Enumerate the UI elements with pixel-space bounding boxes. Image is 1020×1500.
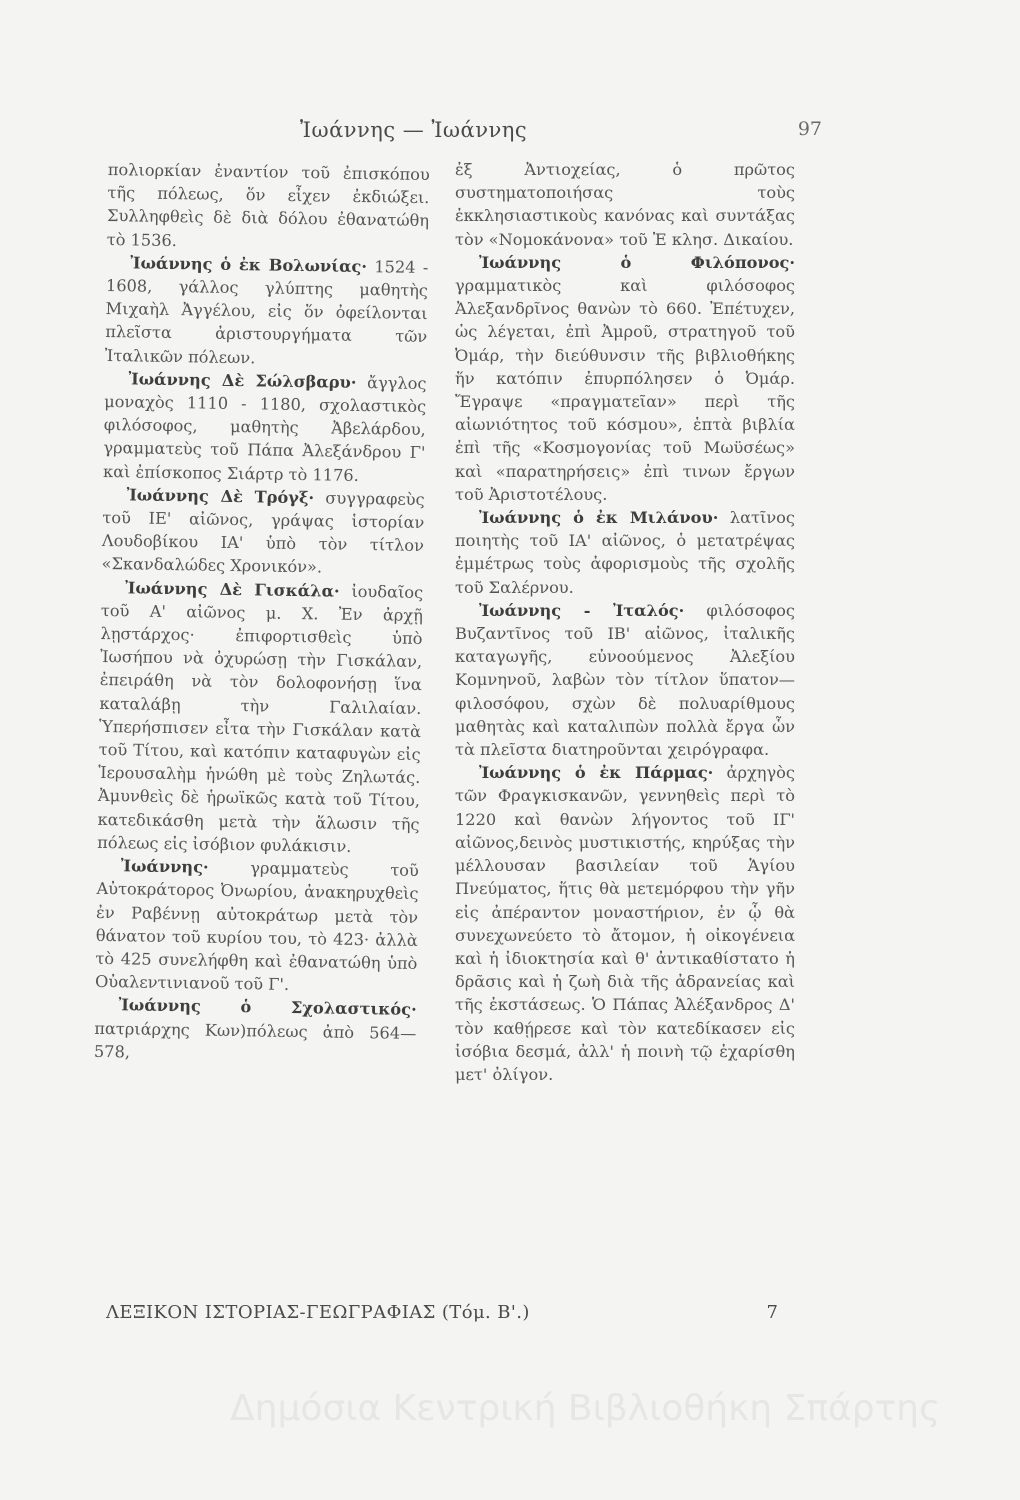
dictionary-entry (455, 251, 795, 506)
entry-headword: Ἰωάννης ὁ Φιλόπονος· (479, 252, 795, 272)
entry-headword: Ἰωάννης ὁ ἐκ Πάρμας· (479, 763, 714, 783)
dictionary-entry: πολιορκίαν ἐναντίον τοῦ ἐπισκόπου τῆς πόλεως, ὅν εἶχεν ἐκδιώξει. Συλληφθεὶς δὲ διὰ δόλου ἐθανατώθη τὸ 1536. (106, 159, 430, 250)
entry-headword: Ἰωάννης Δὲ Σώλσβαρυ· (128, 369, 357, 392)
entry-text: 1524 - 1608, γάλλος γλύπτης μαθητὴς Μιχαὴλ Ἀγγέλου, εἰς ὅν ὀφείλονται πλεῖστα ἀριστουργήματα τῶν Ἰταλικῶν πόλεων. (104, 257, 429, 367)
dictionary-entry (105, 251, 429, 372)
dictionary-entry: ἐξ Ἀντιοχείας, ὁ πρῶτος συστηματοποιήσας τοὺς ἐκκλησιαστικοὺς κανόνας καὶ συντάξας τὸν «Νομοκάνονα» τοῦ Ἐ κλησ. Δικαίου. (455, 160, 795, 249)
entry-headword: Ἰωάννης· (120, 856, 209, 877)
entry-headword: Ἰωάννης - Ἰταλός· (479, 600, 685, 620)
entry-text: ἀρχηγὸς τῶν Φραγκισκανῶν, γεννηθεὶς περὶ τὸ 1220 καὶ θανὼν λήγοντος τοῦ ΙΓ' αἰῶνος,δεινὸς μυστικιστής, κηρύξας τὴν μέλλουσαν βασιλείαν τοῦ Ἁγίου Πνεύματος, ἥτις θὰ μετεμόρφου τὴν γῆν εἰς ἀπέραντον μοναστήριον, ἐν ᾧ θὰ συνεχωνεύετο τὸ ἄτομον, ἡ οἰκογένεια καὶ ἡ ἰδιοκτησία καὶ θ' ἀντικαθίστατο ἡ δρᾶσις καὶ ἡ ζωὴ διὰ τῆς ἀδρανείας καὶ τῆς ἐκστάσεως. Ὁ Πάπας Ἀλέξανδρος Δ' τὸν καθῄρεσε καὶ τὸν κατεδίκασεν εἰς ἰσόβια δεσμά, ἀλλ' ἡ ποινὴ τῷ ἐχαρίσθη μετ' ὀλίγον. (455, 763, 795, 1084)
entry-headword: Ἰωάννης Δὲ Γισκάλα· (125, 577, 340, 601)
entry-text: φιλόσοφος Βυζαντῖνος τοῦ ΙΒ' αἰῶνος, ἰταλικῆς καταγωγῆς, εὐνοούμενος Ἀλεξίου Κομνηνοῦ, λαβὼν τὸν τίτλον ὕπατον— φιλοσόφου, σχὼν δὲ πολυαρίθμους μαθητὰς καὶ καταλιπὼν πολλὰ ἔργα ὧν τὰ πλεῖστα διατηροῦνται χειρόγραφα. (455, 600, 795, 760)
entry-headword: Ἰωάννης ὁ Σχολαστικός· (118, 995, 417, 1020)
entry-text: συγγραφεὺς τοῦ ΙΕ' αἰῶνος, γράψας ἱστορίαν Λουδοβίκου ΙΑ' ὑπὸ τὸν τίτλον «Σκανδαλώδες Χρονικόν». (101, 488, 425, 577)
right-column (455, 158, 795, 1086)
library-watermark: Δημόσια Κεντρική Βιβλιοθήκη Σπάρτης (230, 1388, 941, 1429)
entry-text: γραμματικὸς καὶ φιλόσοφος Ἀλεξανδρῖνος θανὼν τὸ 660. Ἐπέτυχεν, ὡς λέγεται, ἐπὶ Ἀμροῦ, στρατηγοῦ τοῦ Ὀμάρ, τὴν διεύθυνσιν τῆς βιβλιοθήκης ἥν κατόπιν ἐπυρπόλησεν ὁ Ὀμάρ. Ἔγραψε «πραγματεῖαν» περὶ τῆς αἰωνιότητος τοῦ κόσμου», ἑπτὰ βιβλία ἐπὶ τῆς «Κοσμογονίας τοῦ Μωϋσέως» καὶ «παρατηρήσεις» ἐπὶ τινων ἔργων τοῦ Ἀριστοτέλους. (455, 276, 795, 504)
dictionary-entry (101, 483, 424, 581)
dictionary-entry (103, 367, 427, 488)
page-number: 97 (797, 118, 822, 140)
entry-headword: Ἰωάννης ὁ ἐκ Βολωνίας· (130, 253, 368, 276)
dictionary-entry (97, 576, 423, 859)
left-column (94, 158, 430, 1068)
entry-text: πατριάρχης Κων)πόλεως ἀπὸ 564—578, (93, 1018, 417, 1062)
dictionary-entry (455, 599, 795, 761)
signature-mark: 7 (766, 1302, 778, 1323)
entry-text: ἄγγλος μοναχὸς 1110 - 1180, σχολαστικὸς φιλόσοφος, μαθητὴς Ἀβελάρδου, γραμματεὺς τοῦ Πάπα Ἀλεξάνδρου Γ' καὶ ἐπίσκοπος Σιάρτρ τὸ 1176. (102, 372, 427, 485)
running-head: Ἰωάννης — Ἰωάννης (300, 118, 528, 142)
dictionary-entry (455, 506, 795, 599)
footer-title: ΛΕΞΙΚΟΝ ΙΣΤΟΡΙΑΣ-ΓΕΩΓΡΑΦΙΑΣ (Τόμ. Β'.) (106, 1302, 530, 1323)
entry-text: ἰουδαῖος τοῦ Α' αἰῶνος μ. Χ. Ἐν ἀρχῇ λῃστάρχος· ἐπιφορτισθεὶς ὑπὸ Ἰωσήπου νὰ ὀχυρώσῃ τὴν Γισκάλαν, ἐπειράθη νὰ τὸν δολοφονήσῃ ἵνα καταλάβῃ τὴν Γαλιλαίαν. Ὑπερήσπισεν εἶτα τὴν Γισκάλαν κατὰ τοῦ Τίτου, καὶ κατόπιν καταφυγὼν εἰς Ἱερουσαλὴμ ἡνώθη μὲ τοὺς Ζηλωτάς. Ἀμυνθεὶς δὲ ἡρωϊκῶς κατὰ τοῦ Τίτου, κατεδικάσθη μετὰ τὴν ἅλωσιν τῆς πόλεως εἰς ἰσόβιον φυλάκισιν. (97, 581, 424, 856)
entry-text: γραμματεὺς τοῦ Αὐτοκράτορος Ὀνωρίου, ἀνακηρυχθεὶς ἐν Ραβέννῃ αὐτοκράτωρ μετὰ τὸν θάνατον τοῦ κυρίου του, τὸ 423· ἀλλὰ τὸ 425 συνελήφθη καὶ ἐθανατώθη ὑπὸ Οὐαλεντινιανοῦ τοῦ Γ'. (94, 858, 419, 995)
entry-headword: Ἰωάννης ὁ ἐκ Μιλάνου· (479, 508, 719, 528)
entry-text: λατῖνος ποιητὴς τοῦ ΙΑ' αἰῶνος, ὁ μετατρέψας ἐμμέτρως τοὺς ἀφορισμοὺς τῆς σχολῆς τοῦ Σαλέρνου. (455, 508, 795, 597)
page-header (0, 118, 1020, 148)
dictionary-entry (94, 993, 417, 1068)
dictionary-entry (95, 854, 419, 998)
dictionary-entry (455, 761, 795, 1086)
entry-headword: Ἰωάννης Δὲ Τρόγξ· (126, 485, 315, 508)
page-footer (106, 1302, 806, 1328)
